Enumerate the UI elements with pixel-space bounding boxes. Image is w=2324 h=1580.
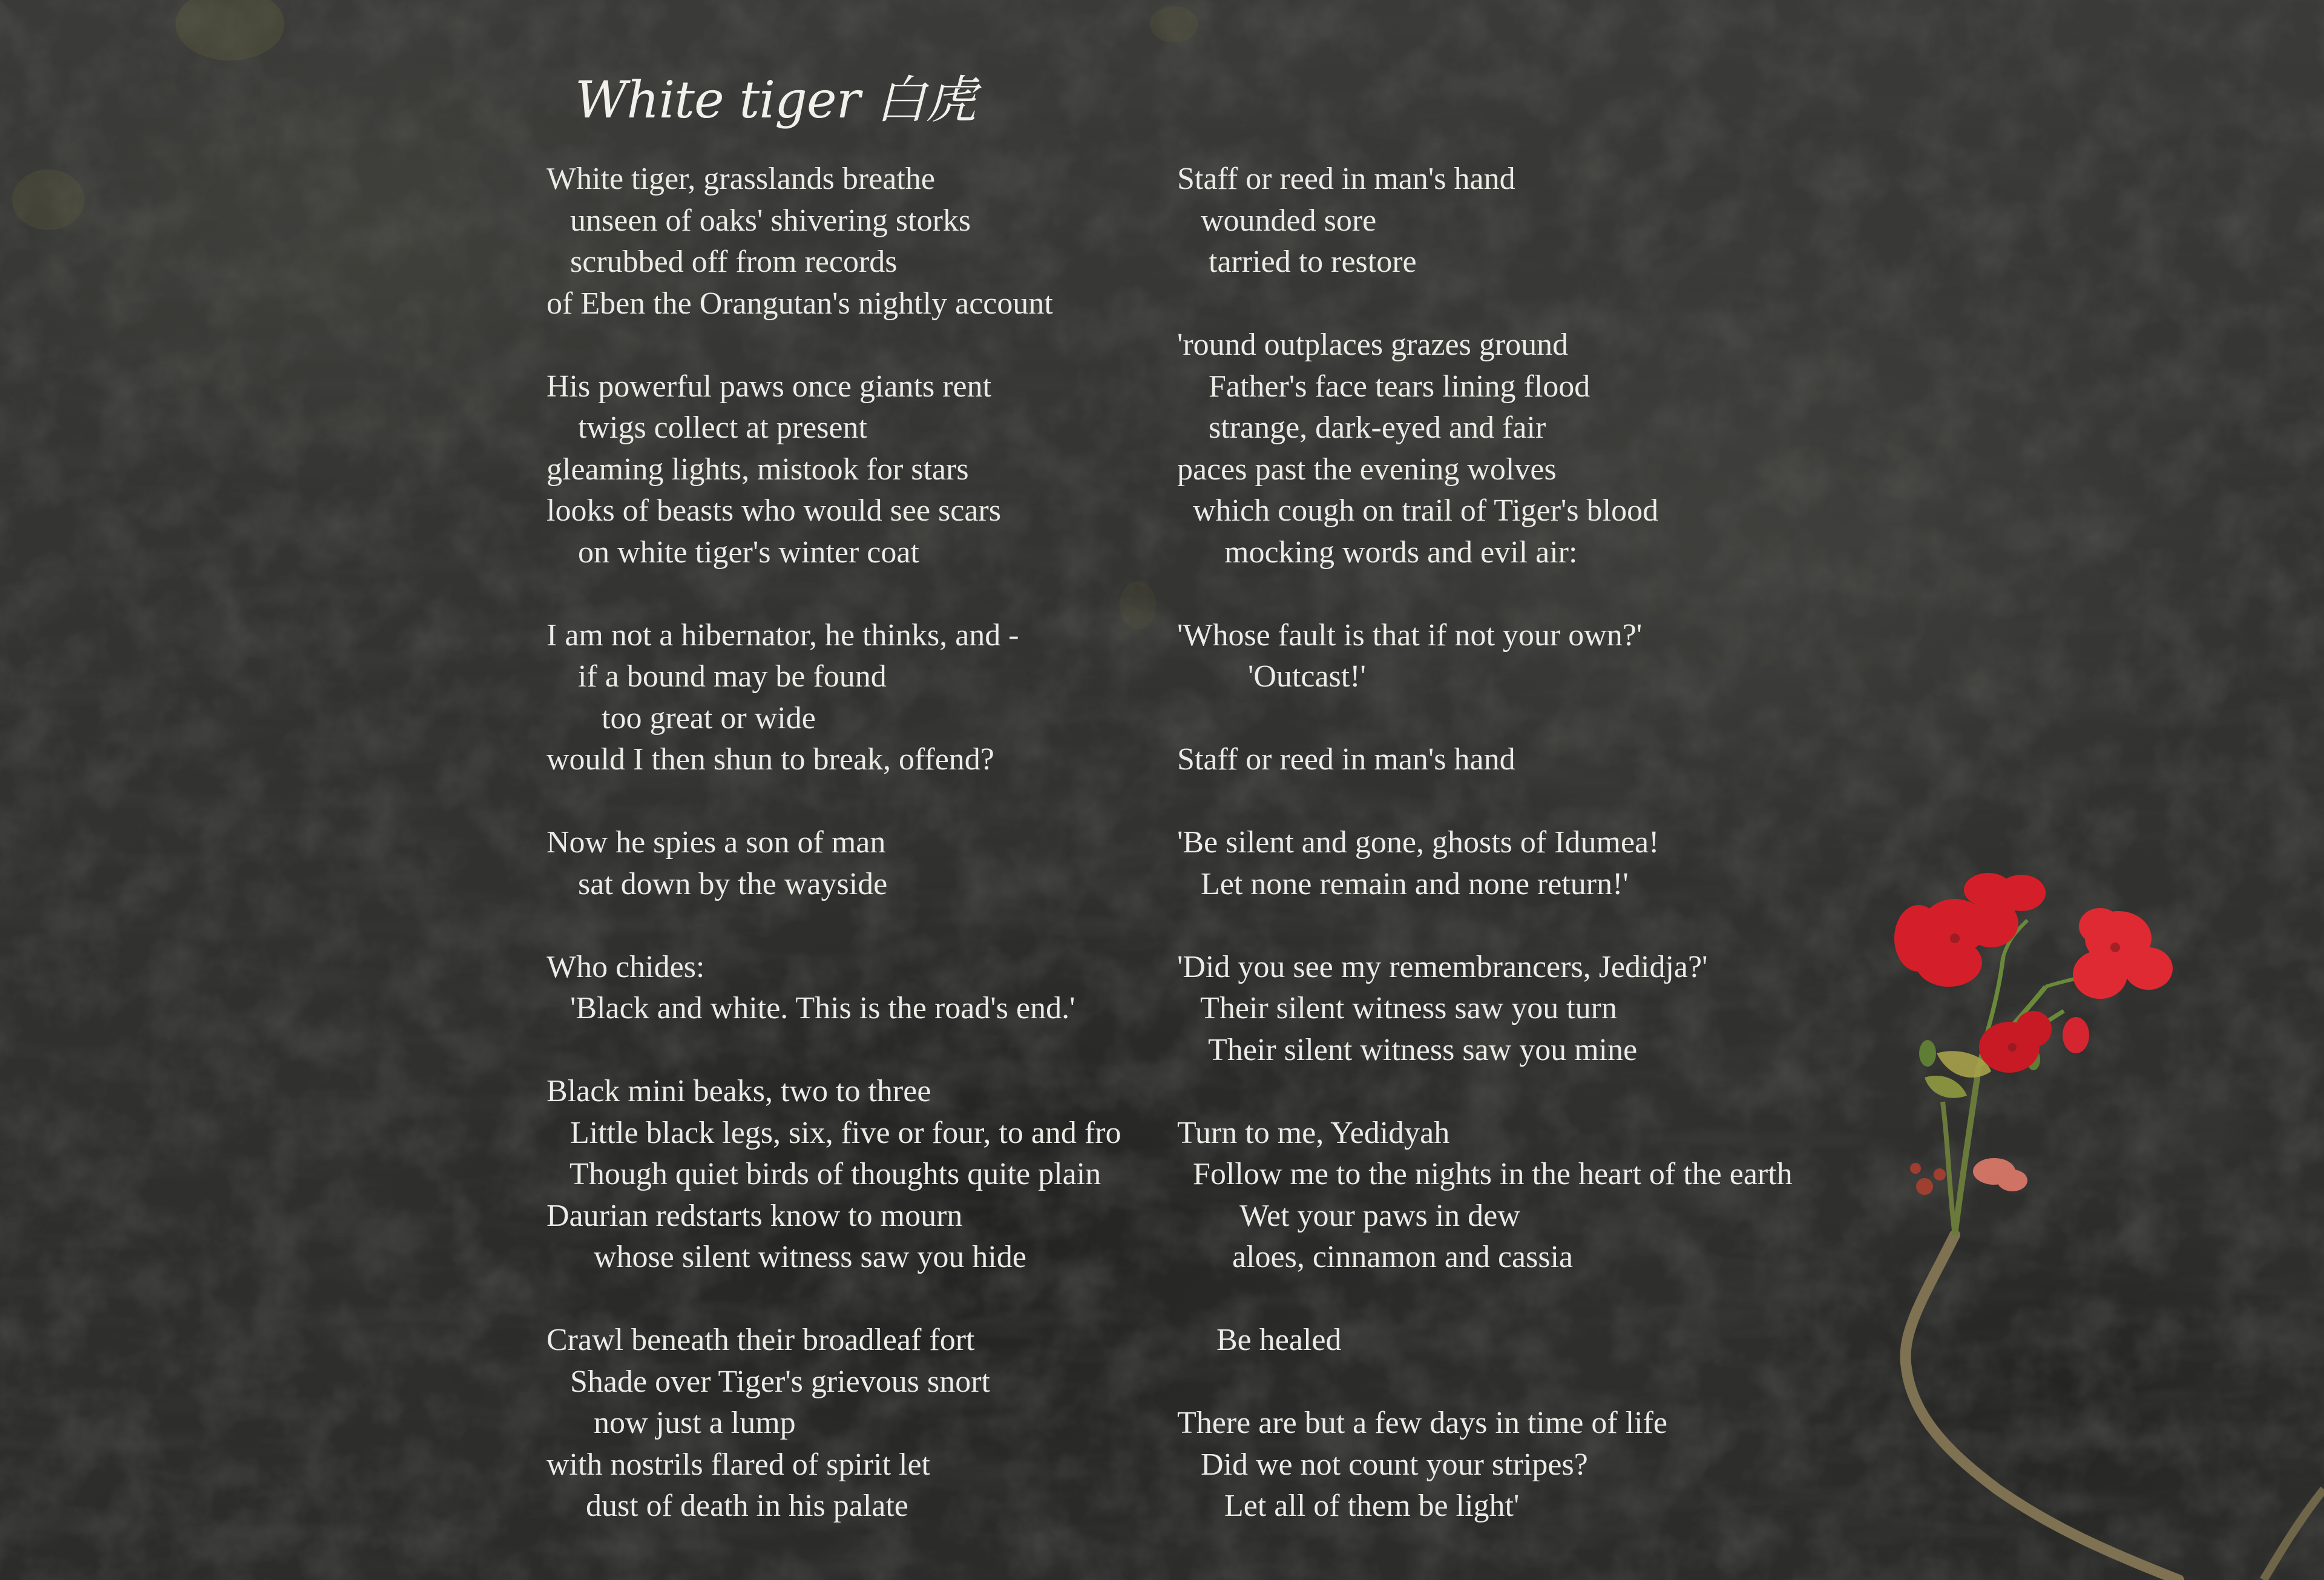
poem-line — [547, 324, 1121, 366]
poem-line — [547, 905, 1121, 947]
poem-line: Did we not count your stripes? — [1177, 1447, 1588, 1482]
poem-line: I am not a hibernator, he thinks, and - — [547, 617, 1019, 653]
poem-line: dust of death in his palate — [547, 1489, 908, 1523]
poem-line: unseen of oaks' shivering storks — [547, 203, 971, 238]
poem-title: White tiger 白虎 — [575, 70, 976, 130]
poem-line: aloes, cinnamon and cassia — [1177, 1240, 1574, 1274]
poem-line: Now he spies a son of man — [547, 825, 886, 860]
poem-line — [1177, 573, 1793, 615]
poem-line: Staff or reed in man's hand — [1177, 162, 1515, 196]
poem-line — [1177, 1071, 1793, 1113]
poem-line: which cough on trail of Tiger's blood — [1177, 493, 1659, 528]
poem-line: paces past the evening wolves — [1177, 452, 1557, 487]
poem-line: sat down by the wayside — [547, 866, 888, 901]
poem-line: Staff or reed in man's hand — [1177, 742, 1515, 777]
poem-line — [547, 781, 1121, 823]
poem-line: 'Outcast!' — [1177, 659, 1366, 694]
poem-line: Father's face tears lining flood — [1177, 369, 1590, 404]
poem-line: Shade over Tiger's grievous snort — [547, 1364, 991, 1399]
poem-line — [1177, 905, 1793, 947]
poem-line: Who chides: — [547, 949, 705, 984]
poem-line: Though quiet birds of thoughts quite plain — [547, 1157, 1101, 1191]
poem-line: too great or wide — [547, 700, 816, 736]
poem-line — [547, 1030, 1121, 1071]
poem-line — [1177, 781, 1793, 823]
poem-line: Daurian redstarts know to mourn — [547, 1198, 963, 1233]
poem-line: Little black legs, six, five or four, to and fro — [547, 1115, 1121, 1150]
poem-line: mocking words and evil air: — [1177, 535, 1578, 570]
poem-line: Let all of them be light' — [1177, 1489, 1520, 1523]
poem-line: wounded sore — [1177, 203, 1377, 238]
poem-line: on white tiger's winter coat — [547, 535, 919, 570]
poem-line: whose silent witness saw you hide — [547, 1240, 1026, 1274]
poem-line: 'Black and white. This is the road's end.' — [547, 991, 1075, 1025]
poem-right-column — [1177, 159, 1793, 1527]
poem-line — [1177, 1361, 1793, 1403]
poem-line: Turn to me, Yedidyah — [1177, 1115, 1450, 1150]
poem-line: tarried to restore — [1177, 245, 1417, 279]
poem-line: Follow me to the nights in the heart of the earth — [1177, 1157, 1793, 1191]
poem-line — [1177, 698, 1793, 740]
poem-line: gleaming lights, mistook for stars — [547, 452, 969, 487]
poem-line: Let none remain and none return!' — [1177, 866, 1629, 901]
poem-line: Wet your paws in dew — [1177, 1198, 1520, 1233]
poem-line: scrubbed off from records — [547, 245, 898, 279]
poem-line — [1177, 283, 1793, 325]
poem-line: of Eben the Orangutan's nightly account — [547, 286, 1053, 321]
poem-line: 'Whose fault is that if not your own?' — [1177, 617, 1643, 653]
poem-line — [547, 1279, 1121, 1320]
poem-line: There are but a few days in time of life — [1177, 1406, 1667, 1440]
poem-line: strange, dark-eyed and fair — [1177, 410, 1546, 445]
poem-line: Their silent witness saw you turn — [1177, 991, 1617, 1025]
poem-line: if a bound may be found — [547, 659, 887, 694]
poem-line: now just a lump — [547, 1406, 796, 1440]
poem-line: 'Be silent and gone, ghosts of Idumea! — [1177, 825, 1659, 860]
poem-line: Be healed — [1177, 1323, 1342, 1357]
poem-line: would I then shun to break, offend? — [547, 742, 994, 777]
poem-left-column — [547, 159, 1121, 1527]
poem-line: twigs collect at present — [547, 410, 867, 445]
poem-line: Black mini beaks, two to three — [547, 1074, 931, 1108]
poem-line — [547, 573, 1121, 615]
poem-line: 'round outplaces grazes ground — [1177, 328, 1569, 362]
poem-line: Their silent witness saw you mine — [1177, 1032, 1638, 1067]
poem-line: with nostrils flared of spirit let — [547, 1447, 931, 1482]
poem-line: Crawl beneath their broadleaf fort — [547, 1323, 975, 1357]
red-geranium-flower-image — [1864, 872, 2324, 1580]
poem-line: looks of beasts who would see scars — [547, 493, 1001, 528]
poem-line: 'Did you see my remembrancers, Jedidja?' — [1177, 949, 1708, 984]
poem-line — [1177, 1279, 1793, 1320]
poem-line: White tiger, grasslands breathe — [547, 162, 935, 196]
poem-line: His powerful paws once giants rent — [547, 369, 992, 404]
